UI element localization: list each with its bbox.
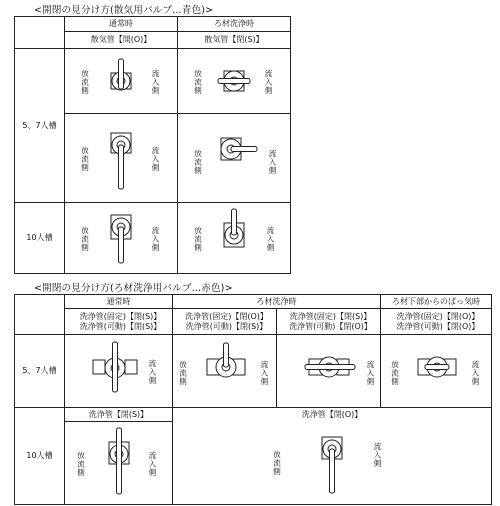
bottom-heading: <開閉の見分け方(ろ材洗浄用バルブ…赤色)> xyxy=(34,283,233,294)
caption-line: 洗浄管(可動)【閉(O)】 xyxy=(396,321,480,331)
top-heading: <開閉の見分け方(散気用バルブ…青色)> xyxy=(34,5,214,16)
inflow-label: 流入側 xyxy=(268,149,277,175)
inflow-label: 流入側 xyxy=(266,226,275,252)
valve-icon xyxy=(406,339,466,399)
outflow-label: 放流側 xyxy=(76,451,86,477)
inflow-label: 流入側 xyxy=(151,69,160,95)
bottom-col-normal: 通常時 xyxy=(65,295,173,309)
outflow-label: 放流側 xyxy=(272,450,282,476)
valve-cell xyxy=(65,335,173,408)
valve-icon xyxy=(99,424,139,500)
outflow-label: 放流側 xyxy=(178,360,188,386)
bottom-row-57: 5、7人槽 xyxy=(15,335,65,408)
inflow-label: 流入側 xyxy=(373,442,382,468)
valve-cell xyxy=(65,422,173,505)
valve-icon xyxy=(87,338,147,402)
outflow-label: 放流側 xyxy=(390,360,400,386)
top-col-wash: ろ材洗浄時 xyxy=(178,17,291,32)
outflow-label: 放流側 xyxy=(193,149,203,175)
top-row-57: 5、7人槽 xyxy=(15,49,65,203)
inflow-label: 流入側 xyxy=(148,451,157,477)
outflow-label: 放流側 xyxy=(193,69,203,95)
bottom-sub-10-closed: 洗浄管【閉(S)】 xyxy=(65,408,173,422)
caption-line: 洗浄管(可動)【閉(O)】 xyxy=(289,321,372,331)
outflow-label: 放流側 xyxy=(80,226,90,252)
inflow-label: 流入側 xyxy=(151,146,160,172)
valve-cell xyxy=(178,49,291,114)
top-table xyxy=(14,16,291,274)
top-corner-cell xyxy=(15,17,65,49)
valve-icon xyxy=(101,205,141,269)
valve-cell xyxy=(178,203,291,274)
valve-cell xyxy=(65,49,178,114)
bottom-row-10: 10人槽 xyxy=(15,408,65,505)
valve-cell xyxy=(381,335,492,408)
valve-icon xyxy=(209,122,259,182)
inflow-label: 流入側 xyxy=(264,69,273,95)
caption-aeration xyxy=(381,309,492,335)
valve-icon xyxy=(195,339,255,399)
valve-icon xyxy=(212,51,256,109)
top-col-normal: 通常時 xyxy=(65,17,178,32)
caption-line: 洗浄管(可動)【閉(S)】 xyxy=(79,321,162,331)
caption-wash-1 xyxy=(173,309,277,335)
inflow-label: 流入側 xyxy=(260,360,269,386)
caption-line: 洗浄管(固定)【閉(O)】 xyxy=(396,311,480,321)
bottom-col-wash: ろ材洗浄時 xyxy=(173,295,381,309)
outflow-label: 放流側 xyxy=(80,146,90,172)
valve-icon xyxy=(101,51,141,109)
valve-icon xyxy=(101,119,141,195)
top-row-10: 10人槽 xyxy=(15,203,65,274)
outflow-label: 放流側 xyxy=(193,226,203,252)
top-sub-open: 散気管【開(O)】 xyxy=(65,32,178,49)
bottom-corner-cell xyxy=(15,295,65,335)
valve-cell xyxy=(65,114,178,203)
valve-icon xyxy=(312,423,352,499)
valve-cell xyxy=(173,422,492,505)
caption-line: 洗浄管(可動)【閉(S)】 xyxy=(185,321,268,331)
valve-cell xyxy=(178,114,291,203)
caption-line: 洗浄管(固定)【閉(O)】 xyxy=(185,311,268,321)
caption-line: 洗浄管(固定)【閉(S)】 xyxy=(79,311,162,321)
bottom-col-aeration: ろ材下部からのばっ気時 xyxy=(381,295,492,309)
valve-cell xyxy=(277,335,381,408)
inflow-label: 流入側 xyxy=(151,226,160,252)
caption-line: 洗浄管(固定)【閉(S)】 xyxy=(289,311,372,321)
outflow-label: 放流側 xyxy=(80,69,90,95)
inflow-label: 流入側 xyxy=(471,360,480,386)
caption-wash-2 xyxy=(277,309,381,335)
inflow-label: 流入側 xyxy=(366,360,375,386)
top-sub-closed: 散気管【閉(S)】 xyxy=(178,32,291,49)
valve-icon xyxy=(214,205,254,269)
caption-normal xyxy=(65,309,173,335)
bottom-sub-10-open: 洗浄管【閉(O)】 xyxy=(173,408,492,422)
valve-icon xyxy=(299,339,359,399)
inflow-label: 流入側 xyxy=(148,359,157,385)
bottom-table xyxy=(14,294,492,505)
valve-cell xyxy=(173,335,277,408)
valve-cell xyxy=(65,203,178,274)
